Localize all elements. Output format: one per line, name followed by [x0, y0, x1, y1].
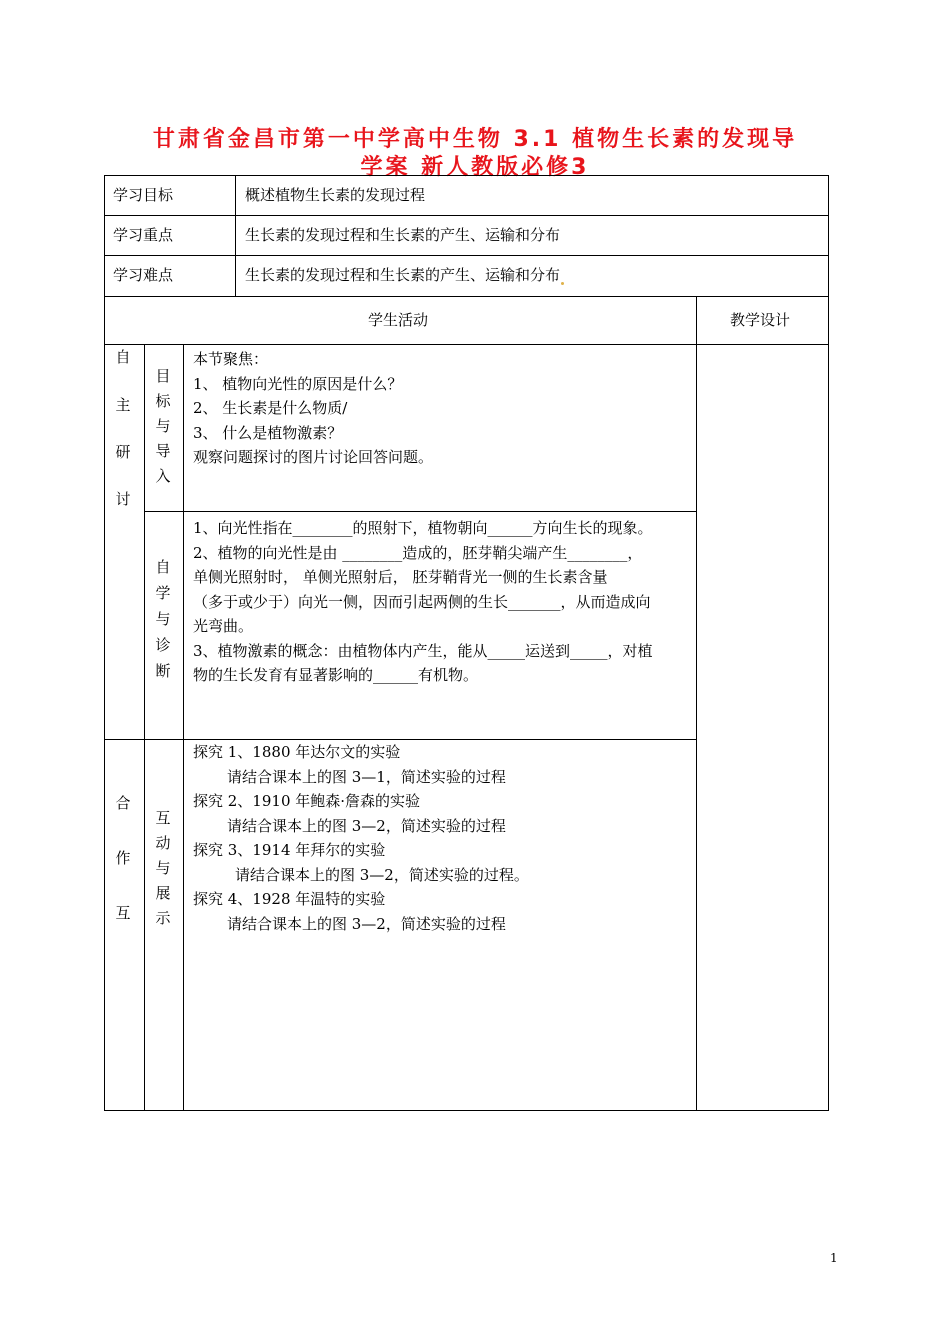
- self-study-diagnosis-label: 自 学 与 诊 断: [155, 558, 171, 680]
- text-line: 3、 什么是植物激素？: [193, 423, 343, 442]
- text-line: 物的生长发育有显著影响的______有机物。: [193, 666, 479, 684]
- text-line: 2、植物的向光性是由 ________造成的，胚芽鞘尖端产生________，: [193, 543, 643, 562]
- student-activity-header: 学生活动: [368, 311, 429, 329]
- column-divider: [183, 344, 184, 1111]
- row-divider: [104, 255, 829, 256]
- row-divider: [104, 296, 829, 297]
- text-line: 请结合课本上的图 3—2，简述实验的过程: [227, 914, 506, 933]
- text-line: 观察问题探讨的图片讨论回答问题。: [193, 448, 434, 466]
- text-line: （多于或少于）向光一侧，因而引起两侧的生长_______，从而造成向: [193, 592, 651, 611]
- text-line: 3、植物激素的概念：由植物体内产生，能从_____运送到_____，对植: [193, 641, 653, 660]
- text-line: 请结合课本上的图 3—2，简述实验的过程: [227, 816, 506, 835]
- column-divider: [235, 175, 236, 296]
- text-line: 探究 2、1910 年鲍森·詹森的实验: [193, 792, 421, 810]
- learning-goal-label: 学习目标: [113, 186, 174, 204]
- learning-focus-label: 学习重点: [113, 226, 174, 244]
- text-line: 光弯曲。: [193, 617, 254, 635]
- row-divider: [144, 511, 696, 512]
- interaction-label: 互 动 与 展 示: [155, 809, 171, 927]
- teaching-design-header: 教学设计: [730, 311, 791, 329]
- text-line: 单侧光照射时， 单侧光照射后， 胚芽鞘背光一侧的生长素含量: [193, 568, 608, 586]
- text-line: 请结合课本上的图 3—1，简述实验的过程: [227, 767, 506, 786]
- text-line: 探究 3、1914 年拜尔的实验: [193, 841, 386, 859]
- self-study-diagnosis-content: [193, 516, 653, 688]
- learning-difficulty-label: 学习难点: [113, 266, 174, 284]
- text-line: 2、 生长素是什么物质/: [193, 399, 348, 417]
- text-line: 探究 1、1880 年达尔文的实验: [193, 743, 401, 761]
- learning-goal-value: 概述植物生长素的发现过程: [245, 186, 426, 204]
- interaction-content: [193, 740, 529, 936]
- document-title-line-1: 甘肃省金昌市第一中学高中生物 3.1 植物生长素的发现导: [152, 127, 798, 152]
- learning-difficulty-value: 生长素的发现过程和生长素的产生、运输和分布: [245, 265, 564, 285]
- column-divider: [144, 344, 145, 1111]
- text-line: 请结合课本上的图 3—2，简述实验的过程。: [235, 865, 529, 884]
- cooperation-label: 合 作 互: [115, 794, 131, 922]
- column-divider: [696, 296, 697, 1111]
- text-line: 探究 4、1928 年温特的实验: [193, 890, 386, 908]
- goal-intro-content: [193, 347, 433, 470]
- learning-focus-value: 生长素的发现过程和生长素的产生、运输和分布: [245, 226, 561, 244]
- row-divider: [104, 215, 829, 216]
- row-divider: [104, 344, 829, 345]
- page-number: 1: [830, 1251, 838, 1265]
- text-line: 1、向光性指在________的照射下，植物朝向______方向生长的现象。: [193, 519, 653, 537]
- text-line: 1、 植物向光性的原因是什么？: [193, 374, 403, 393]
- self-study-label: 自 主 研 讨: [115, 348, 131, 508]
- document-title-line-2: 学案 新人教版必修3: [360, 155, 590, 180]
- text-line: 本节聚焦：: [193, 350, 269, 368]
- goal-intro-label: 目 标 与 导 入: [155, 367, 171, 485]
